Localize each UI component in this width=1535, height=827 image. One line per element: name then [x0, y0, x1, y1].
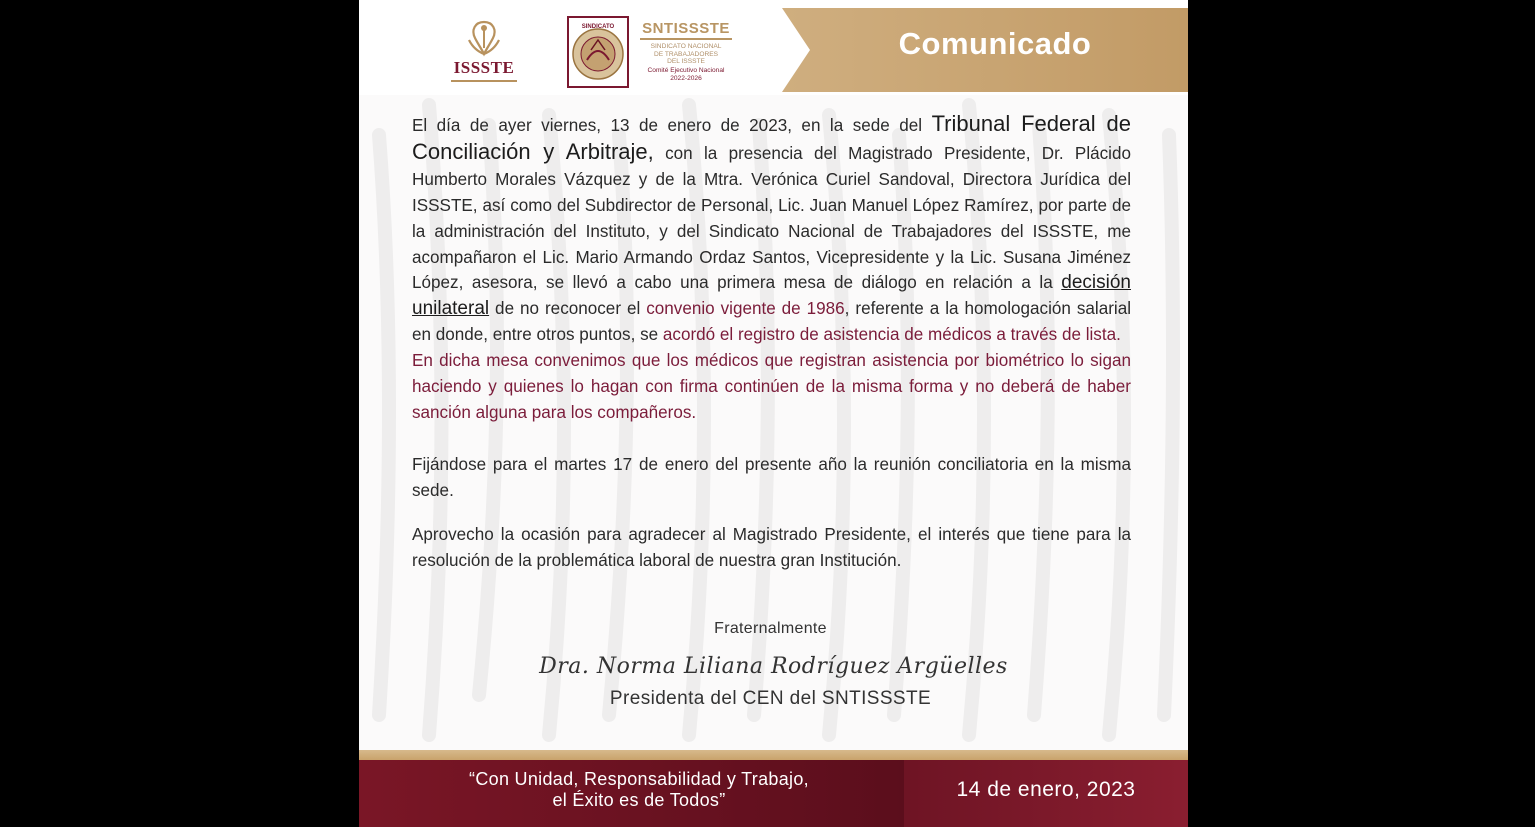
seal-label: SINDICATO [581, 24, 615, 30]
document-title: Comunicado [898, 26, 1092, 61]
agreement-highlight: convenio vigente de 1986 [646, 299, 845, 319]
slogan-line-2: el Éxito es de Todos” [552, 790, 726, 810]
closing-farewell: Fraternalmente [714, 620, 827, 637]
union-committee: Comité Ejecutivo Nacional [647, 66, 725, 74]
main-paragraph [412, 111, 1131, 426]
attendance-agreement-highlight: acordó el registro de asistencia de médicos a través de lista. [662, 325, 1121, 345]
issste-logo [439, 18, 529, 84]
issste-wordmark: ISSSTE [453, 58, 515, 77]
footer-date: 14 de enero, 2023 [956, 778, 1136, 801]
text-segment: de no reconocer el [489, 299, 647, 319]
next-meeting-paragraph: Fijándose para el martes 17 de enero del presente año la reunión conciliatoria en la misma sede. [412, 454, 1131, 500]
union-name-line-1: SINDICATO NACIONAL [650, 43, 722, 50]
union-brand: SNTISSSTE [642, 20, 730, 37]
sntissste-wordmark [636, 20, 736, 83]
tribunal-name: Tribunal Federal de Conciliación y Arbitraje, [412, 111, 1131, 164]
signature: Dra. Norma Liliana Rodríguez Argüelles [539, 654, 1008, 679]
brand-rule [640, 38, 732, 40]
footer-gold-divider [359, 750, 1188, 760]
communique-document [359, 0, 1188, 827]
slogan [419, 769, 859, 811]
text-segment: , referente a la homologación salarial en donde, entre otros puntos, se [412, 299, 1131, 345]
unilateral-decision-emphasis: decisión unilateral [412, 272, 1131, 320]
text-segment: con la presencia del Magistrado Presidente, Dr. Plácido Humberto Morales Vázquez y de la Mtra. Verónica Curiel Sandoval, Directora Jurídica del ISSSTE, así como del Subdirector de Personal, Lic. Juan Manuel López Ramírez, por parte de la administración del Instituto, y del Sindicato Nacional de Trabajadores del ISSSTE, me acompañaron el Lic. Mario Armando Ordaz Santos, Vicepresidente y la Lic. Susana Jiménez López, asesora, se llevó a cabo una primera mesa de diálogo en relación a la [412, 143, 1131, 293]
union-period: 2022-2026 [670, 75, 702, 83]
thanks-paragraph: Aprovecho la ocasión para agradecer al Magistrado Presidente, el interés que tiene para la resolución de la problemática laboral de nuestra gran Institución. [412, 524, 1131, 570]
union-name-line-2: DE TRABAJADORES [654, 50, 718, 58]
biometric-agreement-text: En dicha mesa convenimos que los médicos que registran asistencia por biométrico lo sigan haciendo y quienes lo hagan con firma continúen de la misma forma y no deberá de haber sanción alguna para los compañeros. [412, 351, 1131, 422]
slogan-line-1: “Con Unidad, Responsabilidad y Trabajo, [469, 769, 809, 789]
sntissste-seal-icon [567, 16, 629, 88]
logo-underline [451, 80, 517, 82]
communique-body [412, 111, 1131, 574]
union-name-line-3: DEL ISSSTE [667, 58, 705, 66]
text-segment: El día de ayer viernes, 13 de enero de 2023, en la sede del [412, 116, 932, 135]
signer-role: Presidenta del CEN del SNTISSSTE [609, 688, 932, 709]
header [359, 0, 1188, 95]
footer [359, 760, 1188, 827]
issste-emblem-icon [461, 18, 507, 58]
